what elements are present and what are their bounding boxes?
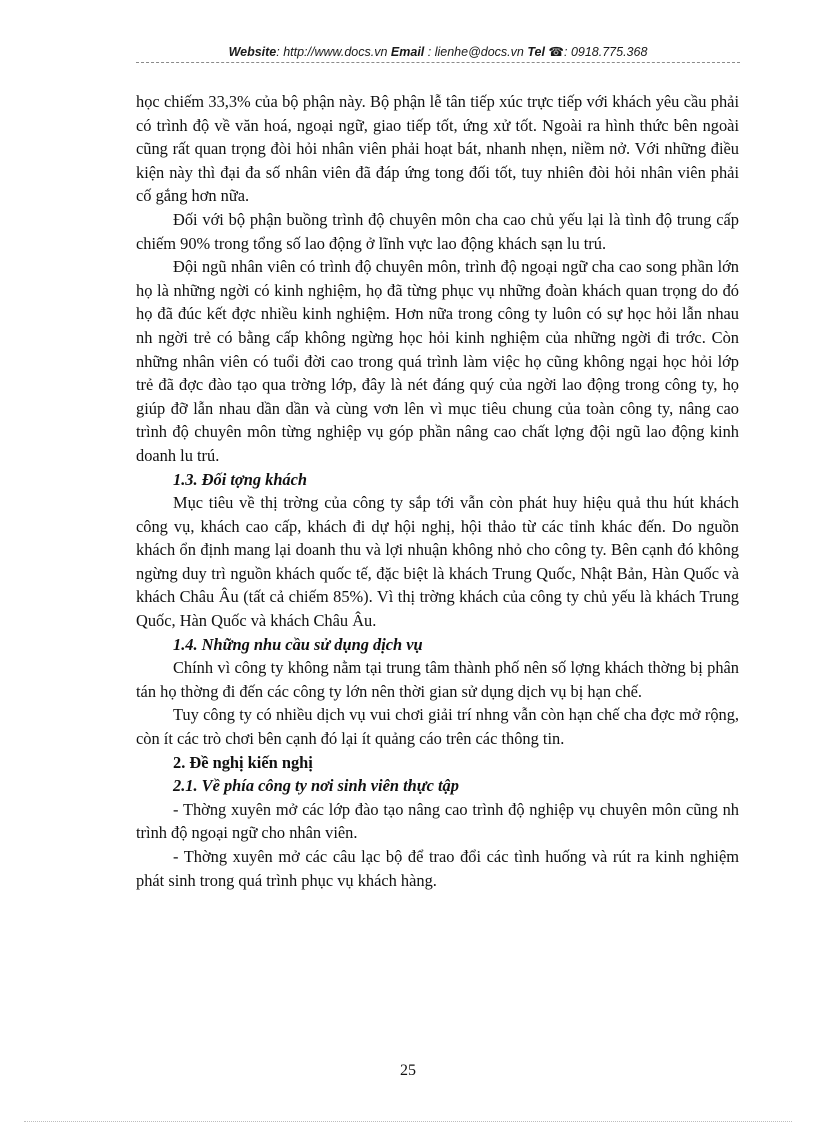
- paragraph-staff-experience: Đội ngũ nhân viên có trình độ chuyên môn, trình độ ngoại ngữ cha cao song phần lớn họ là những ngời có kinh nghiệm, họ đã từng phục vụ những đoàn khách quan trọng do đó họ đã đúc kết đợc nhiều kinh nghiệm. Hơn nữa trong công ty luôn có sự học hỏi lẫn nhau nh ngời trẻ có bằng cấp không ngừng học hỏi kinh nghiệm của những ngời đi trớc. Còn những nhân viên có tuổi đời cao trong quá trình làm việc họ cũng không ngại học hỏi lớp trẻ đã đợc đào tạo qua trờng lớp, đây là nét đáng quý của ngời lao động trong công ty, họ giúp đỡ lẫn nhau dần dần và cùng vơn lên vì mục tiêu chung của toàn công ty, nâng cao trình độ chuyên môn từng nghiệp vụ góp phần nâng cao chất lợng đội ngũ lao động kinh doanh lu trú.: [136, 257, 739, 465]
- page-number: 25: [400, 1062, 416, 1079]
- website-label: Website: [228, 45, 277, 59]
- website-value: : http://www.docs.vn: [276, 45, 388, 59]
- telephone-icon: ☎: [548, 45, 564, 59]
- paragraph-staff-reception: học chiếm 33,3% của bộ phận này. Bộ phận lễ tân tiếp xúc trực tiếp với khách yêu cầu phải có trình độ về văn hoá, ngoại ngữ, giao tiếp tốt, ứng xử tốt. Ngoài ra hình thức bên ngoài cũng rất quan trọng đòi hỏi nhân viên phải hoạt bát, nhanh nhẹn, niềm nở. Với những điều kiện này thì đại đa số nhân viên đã đáp ứng tong đối tốt, tuy nhiên đòi hỏi nhân viên phải cố gắng hơn nữa.: [136, 92, 739, 206]
- section-heading-1-3: 1.3. Đối tợng khách: [173, 469, 308, 489]
- document-body: [136, 90, 739, 892]
- paragraph-target-market: Mục tiêu về thị trờng của công ty sắp tới vẫn còn phát huy hiệu quả thu hút khách công vụ, khách cao cấp, khách đi dự hội nghị, hội thảo từ các tỉnh khác đến. Do nguồn khách ổn định mang lại doanh thu và lợi nhuận không nhỏ cho công ty. Bên cạnh đó không ngừng duy trì nguồn khách quốc tế, đặc biệt là khách Trung Quốc, Nhật Bản, Hàn Quốc và khách Châu Âu (tất cả chiếm 85%). Vì thị trờng khách của công ty chủ yếu là khách Trung Quốc, Hàn Quốc và khách Châu Âu.: [136, 493, 739, 631]
- paragraph-entertainment: Tuy công ty có nhiều dịch vụ vui chơi giải trí nhng vẫn còn hạn chế cha đợc mở rộng, còn ít các trò chơi bên cạnh đó lại ít quảng cáo trên các thông tin.: [136, 705, 739, 749]
- page-header: [136, 44, 740, 59]
- email-value: : lienhe@docs.vn: [427, 45, 524, 59]
- email-label: Email: [390, 45, 425, 59]
- header-divider: [136, 62, 740, 63]
- footer-divider: [24, 1121, 792, 1122]
- paragraph-location: Chính vì công ty không nằm tại trung tâm thành phố nên số lợng khách thờng bị phân tán họ thờng đi đến các công ty lớn nên thời gian sử dụng dịch vụ bị hạn chế.: [136, 658, 739, 701]
- bullet-clubs: - Thờng xuyên mở các câu lạc bộ để trao đổi các tình huống và rút ra kinh nghiệm phát sinh trong quá trình phục vụ khách hàng.: [136, 847, 739, 890]
- section-heading-2: 2. Đề nghị kiến nghị: [173, 752, 313, 772]
- section-heading-2-1: 2.1. Về phía công ty nơi sinh viên thực tập: [173, 776, 459, 796]
- paragraph-housekeeping: Đối với bộ phận buồng trình độ chuyên môn cha cao chủ yếu lại là tình độ trung cấp chiếm 90% trong tổng số lao động ở lĩnh vực lao động khách sạn lu trú.: [136, 209, 739, 253]
- section-heading-1-4: 1.4. Những nhu cầu sử dụng dịch vụ: [173, 634, 423, 654]
- tel-value: : 0918.775.368: [564, 45, 648, 59]
- bullet-training: - Thờng xuyên mở các lớp đào tạo nâng cao trình độ nghiệp vụ chuyên môn cũng nh trình độ ngoại ngữ cho nhân viên.: [136, 799, 739, 843]
- tel-label: Tel: [527, 45, 545, 59]
